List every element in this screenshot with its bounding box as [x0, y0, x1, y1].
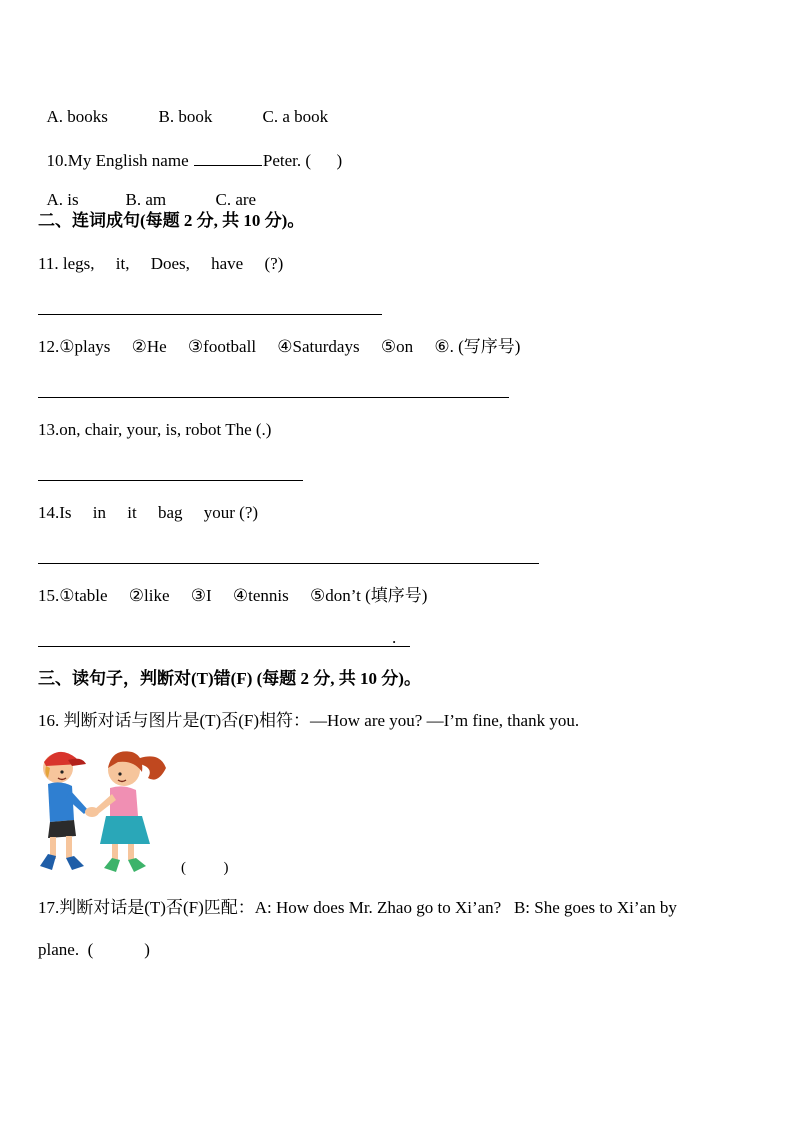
- q14-answer-line: [38, 563, 539, 564]
- q10-options: [38, 170, 256, 210]
- q14-question: 14.Is in it bag your (?): [38, 503, 259, 522]
- q10-option-a: A. is: [46, 190, 79, 209]
- q17-question-line1: 17.判断对话是(T)否(F)匹配：A: How does Mr. Zhao go to Xi’an? B: She goes to Xi’an by: [38, 898, 677, 917]
- q15-question: 15.①table ②like ③I ④tennis ⑤don’t (填序号): [38, 586, 428, 605]
- girl-figure: [94, 751, 166, 872]
- q10-text-before: 10.My English name: [46, 151, 193, 170]
- q15-answer-line: [38, 646, 410, 647]
- q10-option-b: B. am: [125, 190, 167, 209]
- q12-answer-line: [38, 397, 509, 398]
- q9-option-b: B. book: [158, 107, 213, 126]
- q10-text-after: Peter. ( ): [262, 151, 343, 170]
- q9-options: [38, 87, 328, 127]
- q10-blank: [194, 149, 262, 166]
- q9-option-c: C. a book: [262, 107, 329, 126]
- q10-question: [38, 129, 342, 171]
- q13-answer-line: [38, 480, 303, 481]
- q9-option-a: A. books: [46, 107, 108, 126]
- q16-answer-parenthesis: ( ): [181, 860, 229, 876]
- section2-title: 二、连词成句(每题 2 分, 共 10 分)。: [38, 211, 305, 230]
- section3-title: 三、读句子，判断对(T)错(F) (每题 2 分, 共 10 分)。: [38, 669, 421, 688]
- q13-question: 13.on, chair, your, is, robot The (.): [38, 420, 272, 439]
- boy-figure: [40, 752, 88, 870]
- q16-question: 16. 判断对话与图片是(T)否(F)相符：—How are you? —I’m fine, thank you.: [38, 711, 580, 730]
- q17-question-line2: plane. ( ): [38, 940, 150, 959]
- q11-answer-line: [38, 314, 382, 315]
- q11-question: 11. legs, it, Does, have (?): [38, 254, 284, 273]
- kids-handshake-illustration: [38, 744, 174, 876]
- q15-period: .: [392, 628, 397, 647]
- q12-question: 12.①plays ②He ③football ④Saturdays ⑤on ⑥. (写序号): [38, 337, 521, 356]
- q10-option-c: C. are: [215, 190, 257, 209]
